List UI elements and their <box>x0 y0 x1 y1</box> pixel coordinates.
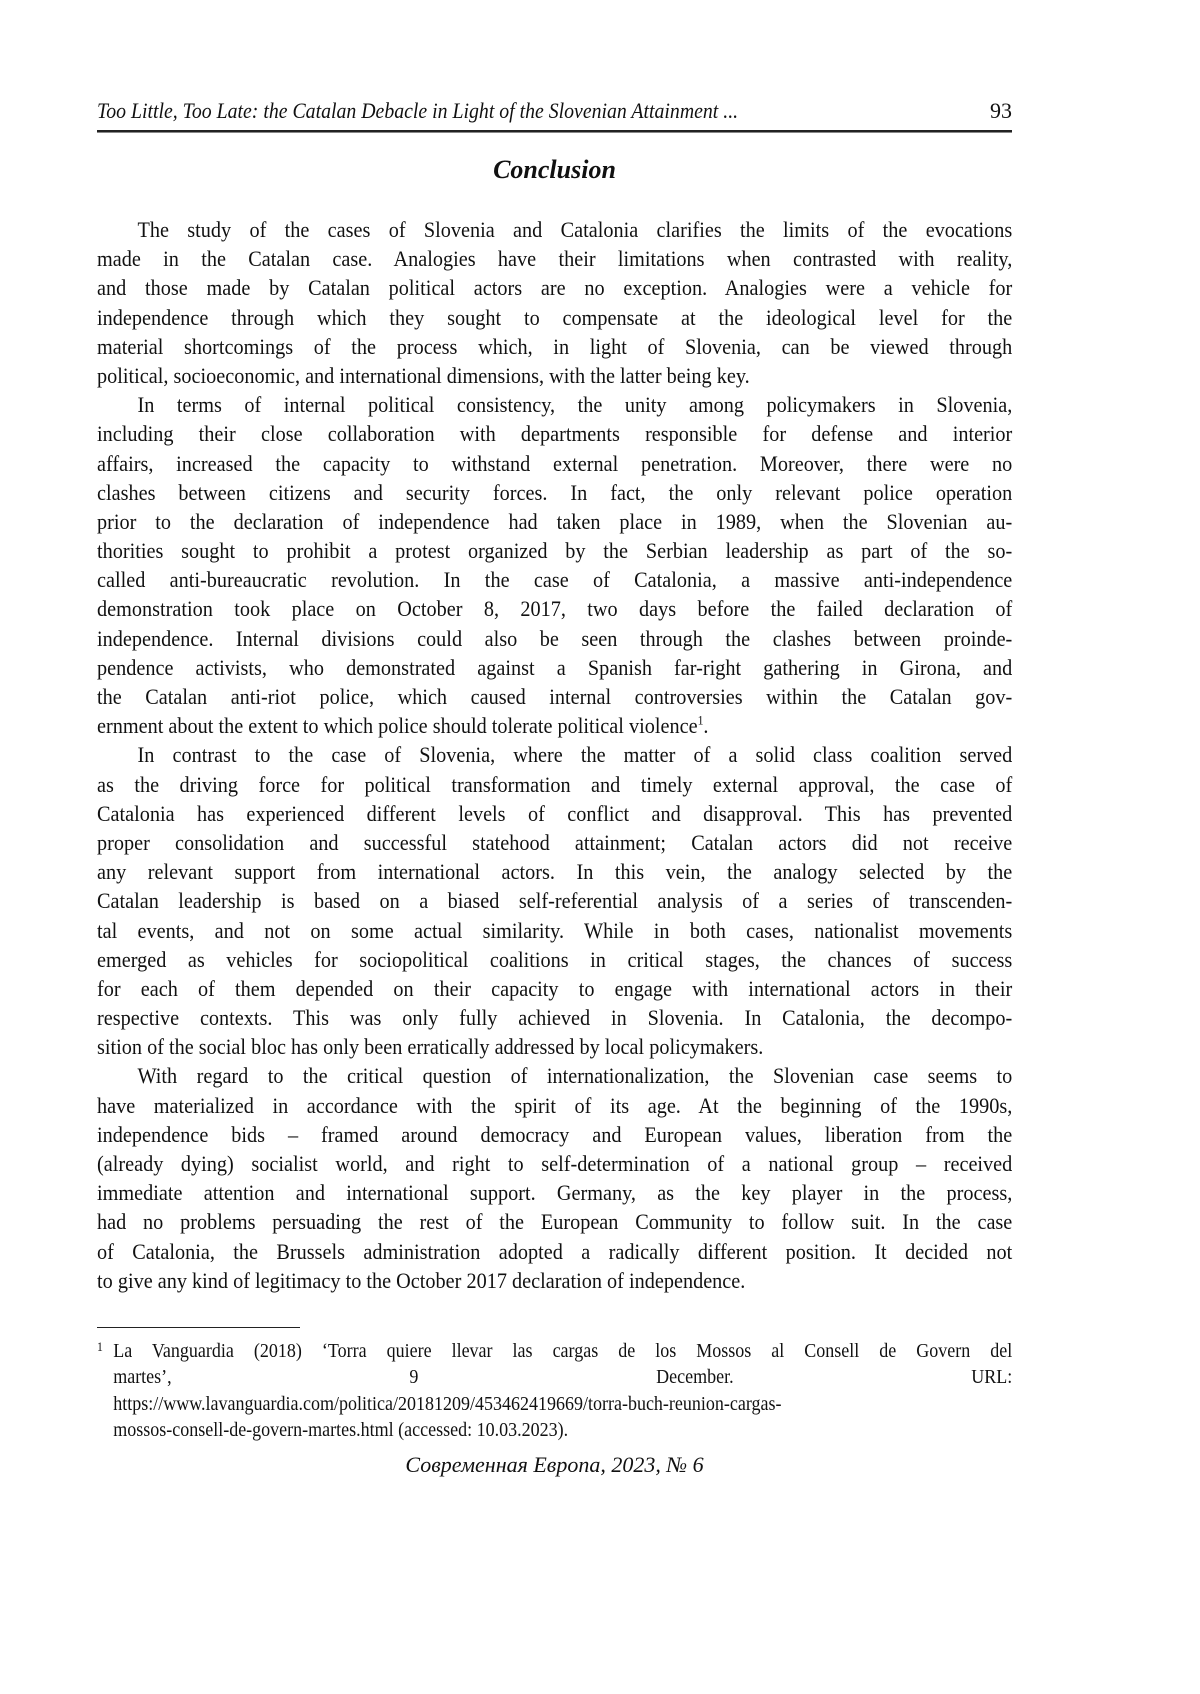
line-text: The study of the cases of Slovenia and Catalonia clarifies the limits of the evocations <box>137 217 1013 242</box>
text-line <box>97 1003 1012 1032</box>
line-text: material shortcomings of the process which, in light of Slovenia, can be viewed through <box>97 333 1013 359</box>
line-text: the Catalan anti-riot police, which caused internal controversies within the Catalan gov- <box>97 684 1013 709</box>
line-text: tal events, and not on some actual similarity. While in both cases, nationalist movements <box>97 917 1013 943</box>
line-text: independence through which they sought to compensate at the ideological level for the <box>97 304 1013 330</box>
text-line <box>97 244 1012 273</box>
footnote-url-line[interactable]: mossos-consell-de-govern-martes.html (accessed: 10.03.2023). <box>113 1418 569 1441</box>
line-text: affairs, increased the capacity to withstand external penetration. Moreover, there were no <box>97 450 1013 476</box>
text-line <box>97 624 1012 653</box>
paragraph <box>97 390 1012 740</box>
line-text: political, socioeconomic, and international dimensions, with the latter being key. <box>97 362 750 388</box>
footnote-url-line[interactable]: https://www.lavanguardia.com/politica/20181209/453462419669/torra-buch-reunion-cargas- <box>113 1392 782 1415</box>
footnote-line: La Vanguardia (2018) ‘Torra quiere llevar las cargas de los Mossos al Consell de Govern del <box>113 1340 1013 1362</box>
text-line <box>97 682 1012 711</box>
footnote-reference[interactable]: 1 <box>697 712 704 728</box>
text-line <box>97 1091 1012 1120</box>
line-text: clashes between citizens and security forces. In fact, the only relevant police operation <box>97 479 1013 505</box>
line-text: Catalonia has experienced different levels of conflict and disapproval. This has prevented <box>97 800 1013 826</box>
text-line <box>97 1032 1012 1061</box>
text-line <box>97 1237 1012 1266</box>
line-text: independence. Internal divisions could also be seen through the clashes between proinde- <box>97 625 1013 651</box>
line-text: In contrast to the case of Slovenia, where the matter of a solid class coalition served <box>137 742 1013 768</box>
text-line <box>97 916 1012 945</box>
text-line <box>97 799 1012 828</box>
text-line <box>97 273 1012 302</box>
footnote-marker: 1 <box>97 1339 103 1354</box>
text-line <box>97 536 1012 565</box>
text-line <box>97 507 1012 536</box>
text-line <box>97 857 1012 886</box>
text-line <box>97 1149 1012 1178</box>
text-line <box>97 1120 1012 1149</box>
section-heading: Conclusion <box>493 155 616 184</box>
paragraph <box>97 1061 1012 1295</box>
punctuation: . <box>703 713 709 739</box>
text-line <box>97 594 1012 623</box>
line-text: respective contexts. This was only fully achieved in Slovenia. In Catalonia, the decompo- <box>97 1005 1013 1031</box>
text-line <box>97 974 1012 1003</box>
text-line <box>97 1266 1012 1295</box>
line-text: of Catalonia, the Brussels administration adopted a radically different position. It decided not <box>97 1238 1013 1264</box>
footnote <box>97 1338 1012 1443</box>
line-text: including their close collaboration with departments responsible for defense and interior <box>97 421 1013 447</box>
line-text: any relevant support from international actors. In this vein, the analogy selected by the <box>97 859 1013 885</box>
line-text: Catalan leadership is based on a biased self-referential analysis of a series of transcenden- <box>97 888 1013 914</box>
line-text: thorities sought to prohibit a protest organized by the Serbian leadership as part of the so- <box>97 538 1013 564</box>
footnote-line: martes’, 9 December. URL: <box>113 1366 1013 1389</box>
footnote-rule <box>97 1327 300 1328</box>
line-text: prior to the declaration of independence had taken place in 1989, when the Slovenian au- <box>97 508 1013 534</box>
line-text: called anti-bureaucratic revolution. In the case of Catalonia, a massive anti-independence <box>97 567 1013 593</box>
text-line <box>97 653 1012 682</box>
line-text: and those made by Catalan political actors are no exception. Analogies were a vehicle for <box>97 275 1013 301</box>
text-line <box>97 419 1012 448</box>
page-number: 93 <box>990 98 1012 123</box>
line-text: demonstration took place on October 8, 2017, two days before the failed declaration of <box>97 596 1013 622</box>
line-text: to give any kind of legitimacy to the October 2017 declaration of independence. <box>97 1267 746 1293</box>
text-line <box>97 332 1012 361</box>
line-text: as the driving force for political transformation and timely external approval, the case of <box>97 771 1013 797</box>
line-text: ernment about the extent to which police should tolerate political violence <box>97 713 698 739</box>
paragraph <box>97 740 1012 1061</box>
line-text: (already dying) socialist world, and right to self-determination of a national group – received <box>97 1151 1013 1176</box>
text-line <box>97 215 1012 244</box>
line-text: With regard to the critical question of internationalization, the Slovenian case seems to <box>137 1063 1013 1089</box>
running-title: Too Little, Too Late: the Catalan Debacle in Light of the Slovenian Attainment ... <box>97 98 739 123</box>
body-text <box>97 215 1012 1295</box>
text-line <box>97 1178 1012 1207</box>
text-line <box>97 1207 1012 1236</box>
line-text: emerged as vehicles for sociopolitical coalitions in critical stages, the chances of success <box>97 946 1013 972</box>
text-line <box>97 361 1012 390</box>
text-line <box>97 449 1012 478</box>
text-line <box>97 390 1012 419</box>
text-line <box>97 565 1012 594</box>
line-text: proper consolidation and successful statehood attainment; Catalan actors did not receive <box>97 829 1013 855</box>
text-line <box>97 770 1012 799</box>
line-text: for each of them depended on their capacity to engage with international actors in their <box>97 975 1013 1001</box>
running-header <box>97 98 1012 126</box>
line-text: In terms of internal political consistency, the unity among policymakers in Slovenia, <box>137 392 1013 418</box>
text-line <box>97 740 1012 769</box>
line-text: immediate attention and international support. Germany, as the key player in the process, <box>97 1180 1013 1206</box>
line-text: independence bids – framed around democracy and European values, liberation from the <box>97 1121 1013 1147</box>
text-line <box>97 478 1012 507</box>
journal-footer: Современная Европа, 2023, № 6 <box>405 1452 704 1477</box>
line-text: made in the Catalan case. Analogies have their limitations when contrasted with reality, <box>97 246 1013 272</box>
text-line <box>97 945 1012 974</box>
text-line <box>97 828 1012 857</box>
header-rule <box>97 130 1012 133</box>
text-line <box>97 711 1012 740</box>
paragraph <box>97 215 1012 390</box>
line-text: sition of the social bloc has only been erratically addressed by local policymakers. <box>97 1034 764 1060</box>
line-text: have materialized in accordance with the spirit of its age. At the beginning of the 1990s, <box>97 1092 1013 1118</box>
text-line <box>97 886 1012 915</box>
text-line <box>97 303 1012 332</box>
line-text: had no problems persuading the rest of the European Community to follow suit. In the case <box>97 1209 1013 1235</box>
text-line <box>97 1061 1012 1090</box>
line-text: pendence activists, who demonstrated against a Spanish far-right gathering in Girona, and <box>97 654 1013 680</box>
